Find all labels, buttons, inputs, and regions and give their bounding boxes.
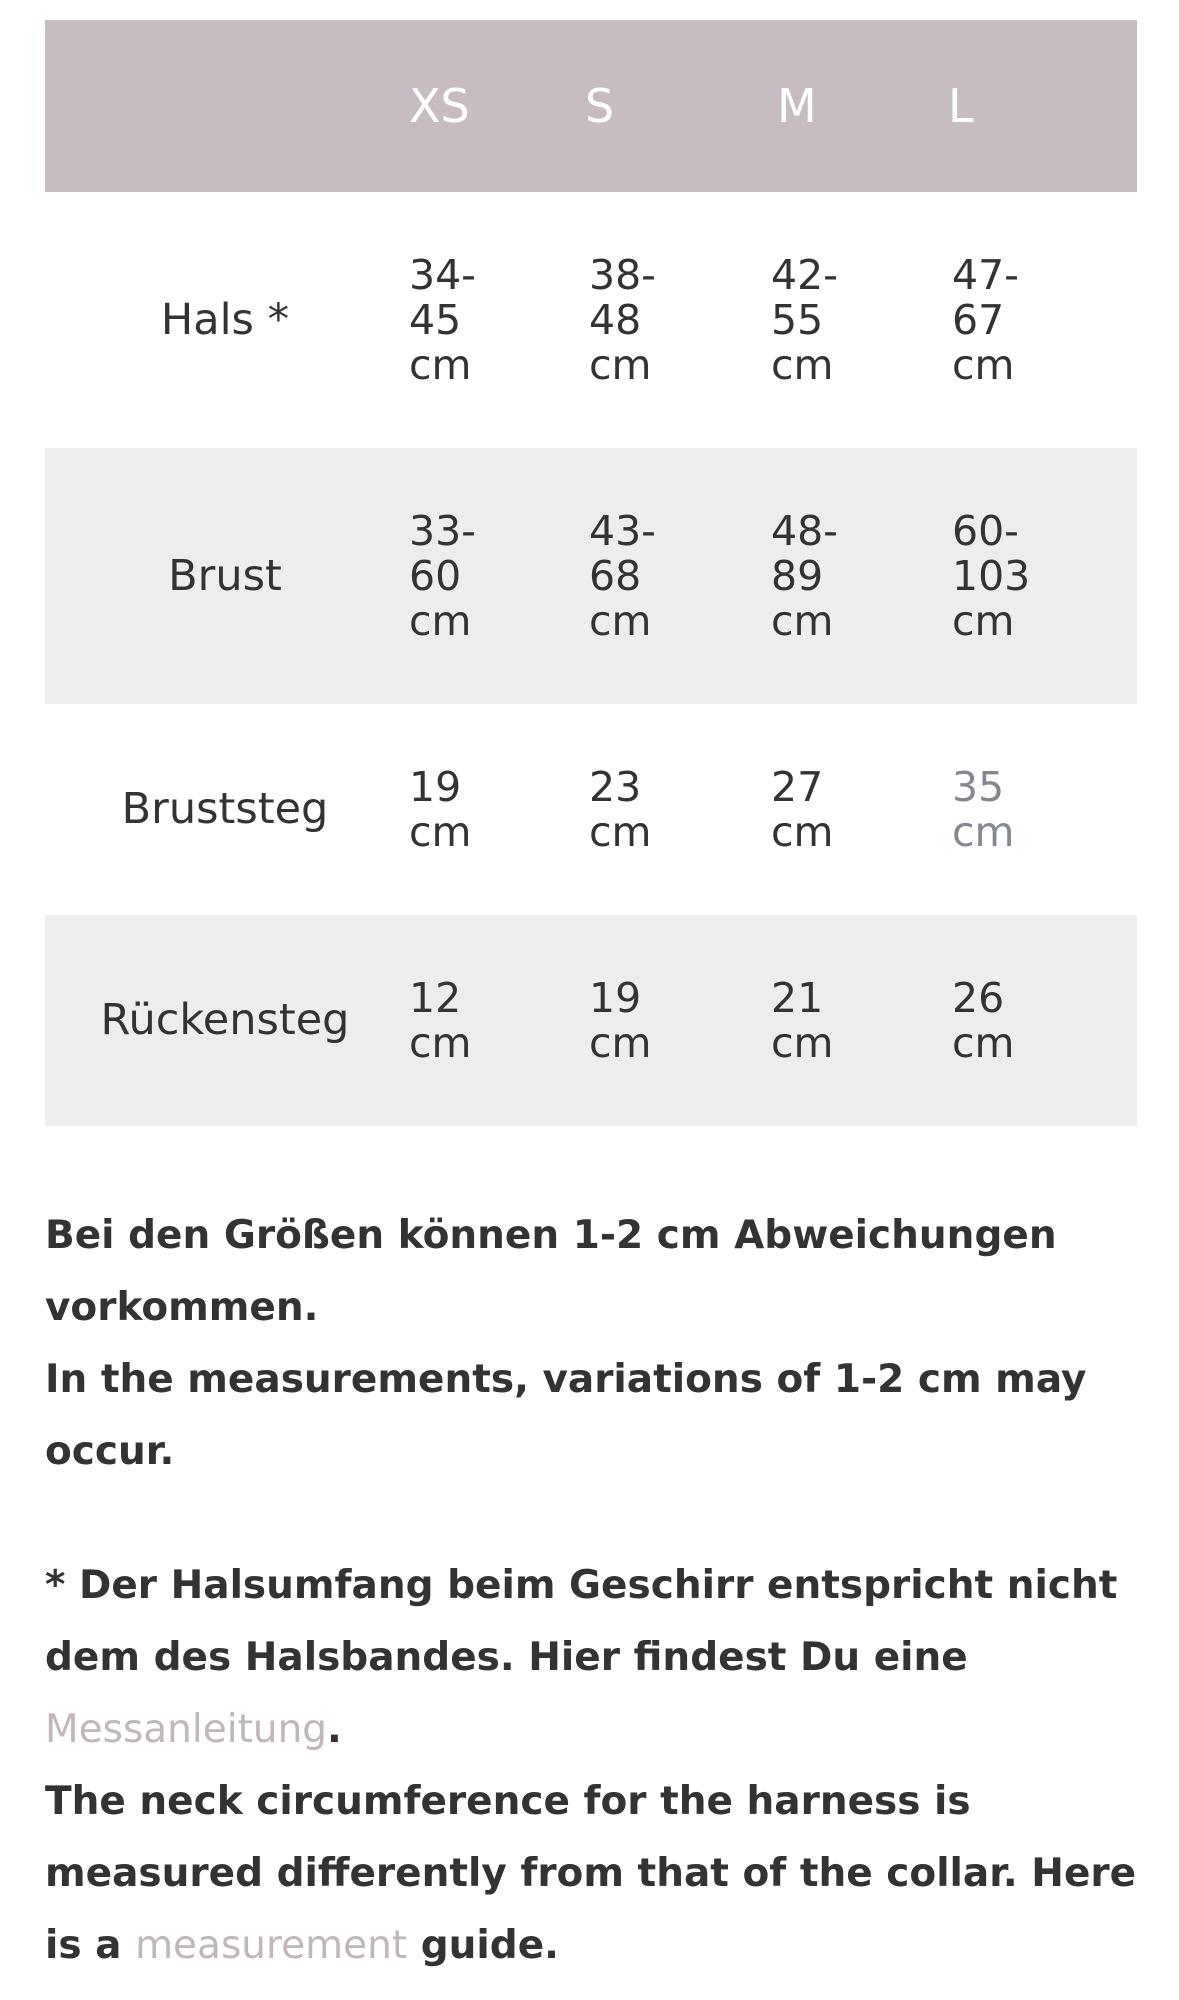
size-chart-table — [45, 20, 1137, 1126]
size-chart-body — [45, 192, 1137, 1126]
cell-line: cm — [952, 340, 1015, 389]
size-notes — [45, 1200, 1145, 1982]
table-row-rueckensteg — [45, 915, 1137, 1126]
cell-line: cm — [589, 1018, 652, 1067]
neck-note-de-end: . — [327, 1707, 342, 1752]
cell-line: 45 — [409, 295, 462, 344]
cell-rueckensteg-s — [585, 915, 767, 1126]
cell-line: 43- — [589, 506, 656, 555]
measuring-guide-link-de[interactable]: Messanleitung — [45, 1707, 328, 1752]
measuring-guide-link-en[interactable]: measurement — [135, 1923, 408, 1968]
cell-brust-s — [585, 448, 767, 704]
cell-rueckensteg-l — [948, 915, 1137, 1126]
cell-line: cm — [771, 596, 834, 645]
neck-note-en-text: The neck circumference for the harness is measured differently from that of the collar. Here is a — [45, 1779, 1137, 1968]
header-size-s: S — [585, 79, 615, 133]
cell-line: cm — [771, 340, 834, 389]
neck-note-de — [45, 1550, 1145, 1766]
row-label-bruststeg: Bruststeg — [121, 784, 329, 834]
cell-rueckensteg-xs — [405, 915, 585, 1126]
cell-hals-s — [585, 192, 767, 448]
cell-bruststeg-m — [767, 704, 948, 915]
header-row — [45, 20, 1137, 192]
row-label-rueckensteg: Rückensteg — [100, 995, 350, 1045]
cell-line: 34- — [409, 250, 476, 299]
cell-hals-l — [948, 192, 1137, 448]
cell-line: cm — [952, 807, 1015, 856]
neck-note-de-text: * Der Halsumfang beim Geschirr entspricht nicht dem des Halsbandes. Hier findest Du eine — [45, 1563, 1118, 1680]
cell-brust-m — [767, 448, 948, 704]
cell-line: 27 — [771, 762, 824, 811]
cell-bruststeg-xs — [405, 704, 585, 915]
cell-line: cm — [409, 1018, 472, 1067]
size-chart-header — [45, 20, 1137, 192]
cell-line: 60- — [952, 506, 1019, 555]
cell-hals-m — [767, 192, 948, 448]
header-size-m: M — [777, 79, 817, 133]
variation-note-de: Bei den Größen können 1-2 cm Abweichungen vorkommen. — [45, 1213, 1057, 1330]
cell-line: 33- — [409, 506, 476, 555]
cell-line: 48- — [771, 506, 838, 555]
cell-line: cm — [589, 807, 652, 856]
cell-line: 21 — [771, 973, 824, 1022]
cell-line: 19 — [589, 973, 642, 1022]
cell-line: cm — [952, 596, 1015, 645]
cell-line: 89 — [771, 551, 824, 600]
cell-line: 103 — [952, 551, 1031, 600]
neck-note-en-end: guide. — [407, 1923, 559, 1968]
cell-bruststeg-l — [948, 704, 1137, 915]
cell-line: 35 — [952, 762, 1005, 811]
cell-line: cm — [409, 596, 472, 645]
header-size-xs: XS — [409, 79, 470, 133]
cell-hals-xs — [405, 192, 585, 448]
cell-line: 48 — [589, 295, 642, 344]
cell-line: 26 — [952, 973, 1005, 1022]
cell-line: cm — [409, 807, 472, 856]
cell-rueckensteg-m — [767, 915, 948, 1126]
header-empty-cell — [45, 20, 405, 192]
cell-line: 23 — [589, 762, 642, 811]
cell-line: cm — [952, 1018, 1015, 1067]
cell-bruststeg-s — [585, 704, 767, 915]
cell-line: 60 — [409, 551, 462, 600]
cell-line: cm — [589, 596, 652, 645]
cell-line: cm — [589, 340, 652, 389]
row-label-hals: Hals * — [160, 294, 290, 345]
row-label-brust: Brust — [168, 550, 282, 601]
neck-note-en — [45, 1766, 1145, 1982]
notes-spacer — [45, 1488, 1145, 1550]
cell-line: 42- — [771, 250, 838, 299]
cell-line: 68 — [589, 551, 642, 600]
variation-note-en: In the measurements, variations of 1-2 cm may occur. — [45, 1357, 1087, 1474]
cell-brust-l — [948, 448, 1137, 704]
cell-line: 55 — [771, 295, 824, 344]
table-row-hals — [45, 192, 1137, 448]
cell-brust-xs — [405, 448, 585, 704]
header-size-l: L — [948, 79, 974, 133]
cell-line: cm — [771, 1018, 834, 1067]
cell-line: cm — [771, 807, 834, 856]
cell-line: cm — [409, 340, 472, 389]
cell-line: 67 — [952, 295, 1005, 344]
cell-line: 38- — [589, 250, 656, 299]
table-row-bruststeg — [45, 704, 1137, 915]
cell-line: 47- — [952, 250, 1019, 299]
table-row-brust — [45, 448, 1137, 704]
cell-line: 19 — [409, 762, 462, 811]
cell-line: 12 — [409, 973, 462, 1022]
